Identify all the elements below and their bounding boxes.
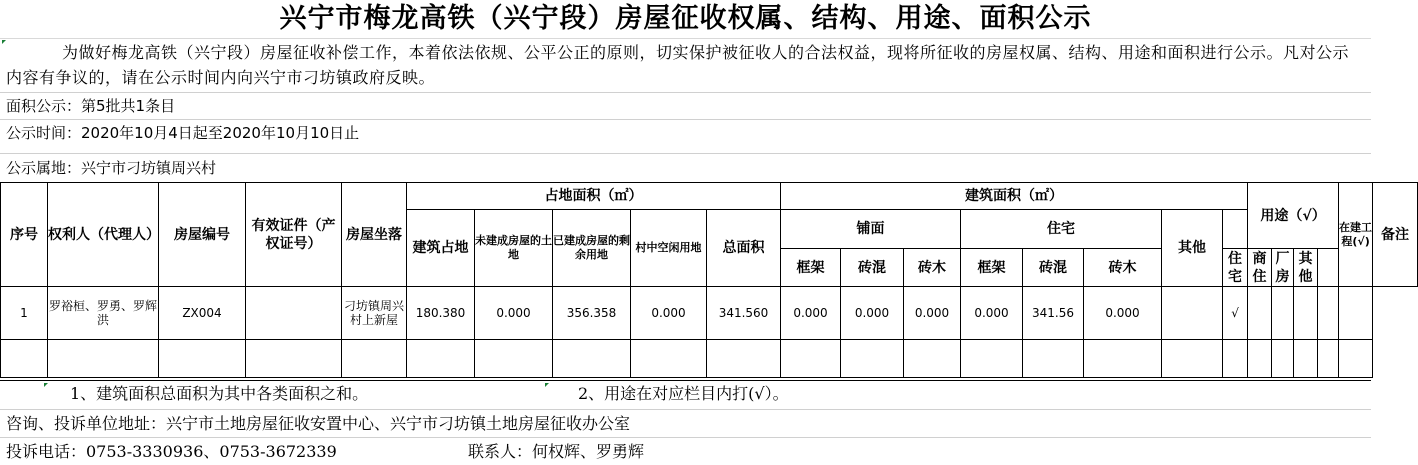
contact-phone-row — [0, 437, 1371, 465]
contact-person: 联系人：何权辉、罗勇辉 — [468, 442, 645, 461]
cell-use-shop-residence — [1248, 287, 1272, 340]
header-use-group: 用途（√） — [1248, 183, 1339, 249]
header-certificate: 有效证件（产权证号） — [246, 183, 342, 287]
note-1: 1、建筑面积总面积为其中各类面积之和。 — [70, 384, 369, 403]
cell-under-construction — [1318, 287, 1339, 340]
contact-phone: 投诉电话：0753-3330936、0753-3672339 — [6, 442, 337, 461]
header-land-vacant: 村中空闲用地 — [631, 210, 707, 287]
header-use-residence: 住宅 — [1223, 249, 1248, 287]
cell-owner: 罗裕桓、罗勇、罗辉洪 — [48, 287, 159, 340]
header-shop: 铺面 — [781, 210, 961, 249]
cell-building-total: 341.560 — [707, 287, 781, 340]
header-house-no: 房屋编号 — [159, 183, 246, 287]
area-notice-text: 面积公示：第5批共1条目 — [6, 97, 176, 115]
cell-comment-marker — [545, 383, 549, 387]
note-2: 2、用途在对应栏目内打(√）。 — [578, 384, 789, 403]
cell-res-brick-concrete: 341.56 — [1023, 287, 1084, 340]
cell-seq: 1 — [1, 287, 48, 340]
cell-shop-frame: 0.000 — [781, 287, 841, 340]
notice-period-text: 公示时间：2020年10月4日起至2020年10月10日止 — [6, 124, 360, 142]
contact-address-row — [0, 409, 1371, 437]
header-location: 房屋坐落 — [342, 183, 407, 287]
cell-land-remaining: 356.358 — [553, 287, 631, 340]
notes-row — [0, 380, 1371, 407]
cell-shop-brick-wood: 0.000 — [904, 287, 961, 340]
header-res-brick-wood: 砖木 — [1084, 249, 1162, 287]
cell-res-frame: 0.000 — [961, 287, 1023, 340]
cell-use-factory — [1272, 287, 1294, 340]
page-title: 兴宁市梅龙高铁（兴宁段）房屋征收权属、结构、用途、面积公示 — [0, 0, 1371, 39]
header-under-construction: 在建工程(√) — [1339, 183, 1373, 287]
header-owner: 权利人（代理人） — [48, 183, 159, 287]
notice-location-text: 公示属地：兴宁市刁坊镇周兴村 — [6, 159, 217, 177]
header-res-brick-concrete: 砖混 — [1023, 249, 1084, 287]
header-shop-brick-wood: 砖木 — [904, 249, 961, 287]
cell-comment-marker — [44, 383, 48, 387]
header-use-other: 其他 — [1294, 249, 1318, 287]
header-seq: 序号 — [1, 183, 48, 287]
cell-location: 刁坊镇周兴村上新屋 — [342, 287, 407, 340]
notice-location-row — [0, 153, 1371, 182]
header-remark: 备注 — [1373, 183, 1418, 287]
header-other: 其他 — [1162, 210, 1223, 287]
contact-address: 咨询、投诉单位地址：兴宁市土地房屋征收安置中心、兴宁市刁坊镇土地房屋征收办公室 — [6, 414, 631, 433]
cell-use-other — [1294, 287, 1318, 340]
cell-land-vacant: 0.000 — [631, 287, 707, 340]
header-use-shop-residence: 商住 — [1248, 249, 1272, 287]
header-land-area-group: 占地面积（㎡） — [407, 183, 781, 210]
intro-paragraph: 为做好梅龙高铁（兴宁段）房屋征收补偿工作，本着依法依规、公平公正的原则，切实保护被征收人的合法权益，现将所征收的房屋权属、结构、用途和面积进行公示。凡对公示内容有争议的，请在公示时间内向兴宁市刁坊镇政府反映。 — [6, 43, 1350, 87]
cell-land-building: 180.380 — [407, 287, 475, 340]
cell-other — [1162, 287, 1223, 340]
header-res-frame: 框架 — [961, 249, 1023, 287]
header-building-total: 总面积 — [707, 210, 781, 287]
cell-certificate — [246, 287, 342, 340]
header-use-factory: 厂房 — [1272, 249, 1294, 287]
cell-house-no: ZX004 — [159, 287, 246, 340]
cell-remark — [1339, 287, 1373, 340]
table-row-empty — [1, 340, 1418, 378]
header-shop-brick-concrete: 砖混 — [841, 249, 904, 287]
header-building-area-group: 建筑面积（㎡） — [781, 183, 1248, 210]
area-notice-row — [0, 92, 1371, 119]
header-land-building: 建筑占地 — [407, 210, 475, 287]
cell-land-unbuilt: 0.000 — [475, 287, 553, 340]
table-row — [1, 287, 1418, 340]
cell-use-residence: √ — [1223, 287, 1248, 340]
header-residence: 住宅 — [961, 210, 1162, 249]
cell-shop-brick-concrete: 0.000 — [841, 287, 904, 340]
header-shop-frame: 框架 — [781, 249, 841, 287]
expropriation-table — [0, 182, 1418, 378]
header-land-remaining: 已建成房屋的剩余用地 — [553, 210, 631, 287]
header-land-unbuilt: 未建成房屋的土地 — [475, 210, 553, 287]
cell-res-brick-wood: 0.000 — [1084, 287, 1162, 340]
notice-period-row — [0, 119, 1371, 146]
